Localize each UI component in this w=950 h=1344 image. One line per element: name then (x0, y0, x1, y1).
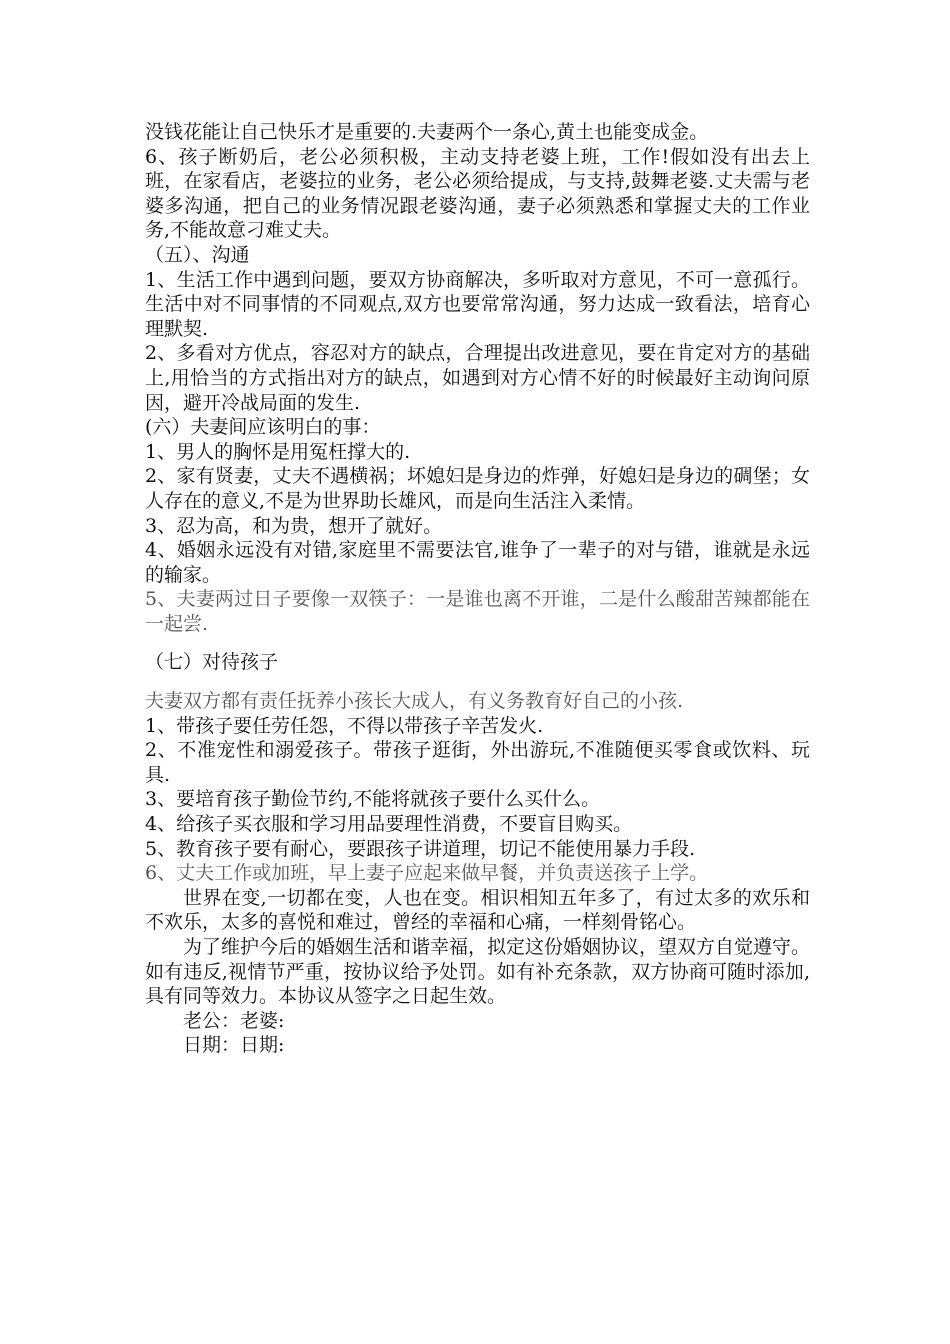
list-item: 4、婚姻永远没有对错,家庭里不需要法官,谁争了一辈子的对与错，谁就是永远的输家。 (145, 539, 810, 586)
document-body (145, 120, 810, 1058)
section-heading: （七）对待孩子 (145, 651, 279, 674)
date-line: 日期：日期: (183, 1034, 285, 1057)
list-item: 1、带孩子要任劳任怨，不得以带孩子辛苦发火. (145, 714, 544, 737)
paragraph: 为了维护今后的婚姻生活和谐幸福，拟定这份婚姻协议，望双方自觉遵守。如有违反,视情节严重，按协议给予处罚。如有补充条款，双方协商可随时添加,具有同等效力。本协议从签字之日起生效。 (145, 936, 811, 1008)
list-item: 2、家有贤妻，丈夫不遇横祸；坏媳妇是身边的炸弹，好媳妇是身边的碉堡；女人存在的意义,不是为世界助长雄风，而是向生活注入柔情。 (145, 465, 810, 512)
list-item: 1、生活工作中遇到问题，要双方协商解决，多听取对方意见，不可一意孤行。生活中对不同事情的不同观点,双方也要常常沟通，努力达成一致看法，培育心理默契. (145, 268, 810, 340)
paragraph: 世界在变,一切都在变，人也在变。相识相知五年多了，有过太多的欢乐和不欢乐，太多的喜悦和难过，曾经的幸福和心痛，一样刻骨铭心。 (145, 886, 810, 934)
list-item: 2、多看对方优点，容忍对方的缺点，合理提出改进意见，要在肯定对方的基础上,用恰当的方式指出对方的缺点，如遇到对方心情不好的时候最好主动询问原因，避开冷战局面的发生. (145, 342, 810, 414)
list-item: 2、不准宠性和溺爱孩子。带孩子逛街，外出游玩,不准随便买零食或饮料、玩具. (145, 739, 810, 786)
paragraph: 没钱花能让自己快乐才是重要的.夫妻两个一条心,黄土也能变成金。 (145, 121, 709, 143)
list-item: 3、忍为高，和为贵，想开了就好。 (145, 514, 443, 537)
list-item: 4、给孩子买衣服和学习用品要理性消费，不要盲目购买。 (145, 813, 633, 836)
list-item: 5、教育孩子要有耐心，要跟孩子讲道理，切记不能使用暴力手段. (145, 837, 696, 860)
list-item: 6、丈夫工作或加班，早上妻子应起来做早餐，并负责送孩子上学。 (145, 862, 709, 885)
section-heading: (六）夫妻间应该明白的事： (145, 416, 381, 439)
list-item: 5、夫妻两过日子要像一双筷子：一是谁也离不开谁，二是什么酸甜苦辣都能在一起尝. (145, 588, 810, 635)
list-item: 6、孩子断奶后，老公必须积极，主动支持老婆上班，工作!假如没有出去上班，在家看店，老婆拉的业务，老公必须给提成，与支持,鼓舞老婆.丈夫需与老婆多沟通，把自己的业务情况跟老婆沟通，妻子必须熟悉和掌握丈夫的工作业务,不能故意刁难丈夫。 (145, 145, 810, 242)
list-item: 3、要培育孩子勤俭节约,不能将就孩子要什么买什么。 (145, 788, 601, 811)
signature-line: 老公：老婆: (183, 1009, 285, 1032)
section-heading: （五）、沟通 (145, 243, 250, 266)
list-item: 1、男人的胸怀是用冤枉撑大的. (145, 440, 411, 463)
paragraph: 夫妻双方都有责任抚养小孩长大成人，有义务教育好自己的小孩. (145, 690, 684, 713)
